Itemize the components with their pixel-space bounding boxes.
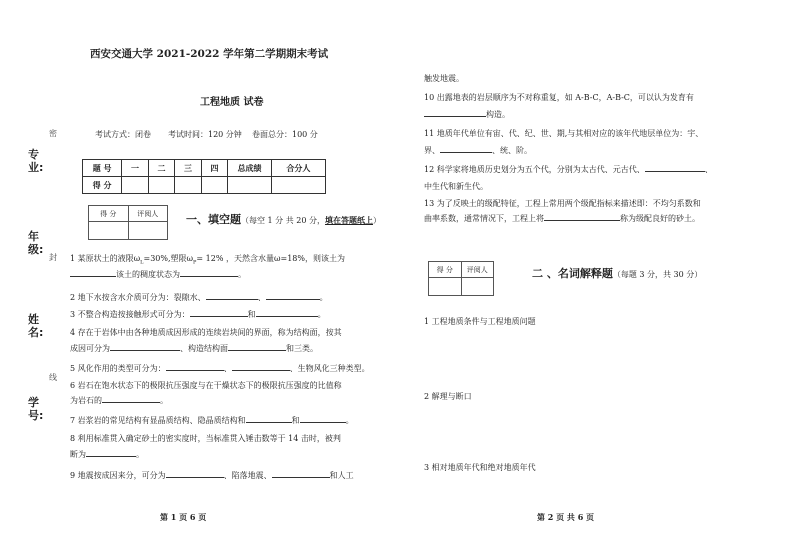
score-table-header-cell: 总成绩 (228, 160, 272, 177)
school-title: 西安交通大学 2021-2022 学年第二学期期末考试 (90, 48, 329, 60)
answer-blank (256, 308, 318, 317)
answer-blank (544, 212, 620, 221)
answer-blank (166, 362, 224, 371)
term-question-2: 2 解理与断口 (424, 392, 472, 401)
answer-blank (300, 414, 346, 423)
score-cell (122, 177, 149, 194)
grader-score-label: 得 分 (89, 206, 129, 222)
question-4-line-1: 4 存在于岩体中由各种地质成因形成的连续岩块间的界面，称为结构面，按其 (70, 328, 342, 337)
page-footer-left: 第 1 页 6 页 (160, 512, 207, 522)
question-5: 5 风化作用的类型可分为： 、 、生物风化三种类型。 (70, 364, 370, 373)
question-13-line-1: 13 为了反映土的级配特征，工程上常用两个级配指标来描述即：不均匀系数和 (424, 199, 701, 208)
grader-box (428, 261, 494, 296)
grade-label: 年级: (28, 230, 44, 256)
answer-blank (246, 414, 292, 423)
question-8-line-2: 断为 。 (70, 450, 144, 459)
answer-blank (272, 469, 330, 478)
answer-blank (180, 268, 238, 277)
answer-blank (424, 108, 486, 117)
question-1-line-2: 该土的稠度状态为 。 (70, 268, 246, 280)
answer-blank (645, 163, 705, 172)
question-12-line-2: 中生代和新生代。 (424, 182, 488, 191)
answer-blank (232, 362, 290, 371)
full-score: 卷面总分：100 分 (252, 130, 318, 139)
question-7: 7 岩浆岩的常见结构有显晶质结构、隐晶质结构和 和 。 (70, 416, 354, 425)
question-2: 2 地下水按含水介质可分为：裂隙水、 、 。 (70, 293, 328, 302)
seal-char-feng: 封 (49, 253, 57, 262)
question-11-line-1: 11 地质年代单位有宙、代、纪、世、期,与其相对应的该年代地层单位为：宇、 (424, 129, 704, 138)
exam-title: 工程地质 试卷 (200, 97, 264, 108)
score-cell (175, 177, 202, 194)
section2-note: （每题 3 分，共 30 分） (612, 270, 703, 279)
score-table-header-cell: 合分人 (271, 160, 325, 177)
score-cell (148, 177, 175, 194)
score-table-header-cell: 二 (148, 160, 175, 177)
question-6-line-1: 6 岩石在饱水状态下的极限抗压强度与在干燥状态下的极限抗压强度的比值称 (70, 381, 342, 390)
answer-blank (206, 291, 258, 300)
grader-box (88, 205, 168, 240)
section1-note: （每空 1 分 共 20 分，填在答题纸上） (241, 215, 381, 225)
score-table-header-cell: 一 (122, 160, 149, 177)
question-9: 9 地震按成因来分，可分为 、陷落地震、 和人工 (70, 471, 354, 480)
section1-title: 一、填空题 (186, 213, 241, 226)
section2-title: 二 、名词解释题 (532, 267, 613, 280)
student-id-label: 学号: (28, 396, 44, 422)
major-label: 专业: (28, 148, 44, 174)
exam-time: 考试时间：120 分钟 (168, 130, 242, 139)
answer-blank (440, 144, 492, 153)
answer-blank (166, 469, 224, 478)
question-1-line-1: 1 某原状土的液限$\omega_L=30\%$,塑限$\omega_P= 12\%$ ，天然含水量ω=18%，则该土为 (70, 254, 345, 266)
term-question-3: 3 相对地质年代和绝对地质年代 (424, 463, 536, 472)
exam-mode: 考试方式：闭卷 (95, 130, 151, 139)
question-10-line-2: 构造。 (424, 108, 510, 120)
score-table-header-cell: 三 (175, 160, 202, 177)
question-6-line-2: 为岩石的 。 (70, 396, 168, 405)
answer-blank (86, 448, 136, 457)
score-cell (201, 177, 228, 194)
grader-cell (89, 222, 129, 240)
section2-heading (532, 262, 702, 281)
grader-reviewer-label: 评阅人 (128, 206, 168, 222)
answer-blank (266, 291, 320, 300)
score-table (82, 159, 326, 194)
score-cell (271, 177, 325, 194)
term-question-1: 1 工程地质条件与工程地质问题 (424, 317, 536, 326)
question-9-continued: 触发地震。 (424, 74, 464, 83)
answer-blank (102, 394, 160, 403)
question-10-line-1: 10 出露地表的岩层顺序为不对称重复，如 A-B-C，A-B-C，可以认为发育有 (424, 93, 694, 102)
score-table-row-label: 得 分 (83, 177, 122, 194)
seal-char-xian: 线 (49, 373, 57, 382)
seal-char-mi: 密 (49, 129, 57, 138)
question-3: 3 不整合构造按接触形式可分为： 和 。 (70, 310, 326, 319)
answer-blank (228, 342, 286, 351)
question-11-line-2: 界、 、统、阶。 (424, 146, 532, 155)
answer-blank (110, 342, 180, 351)
question-13-line-2: 曲率系数，通常情况下，工程上将 称为级配良好的砂土。 (424, 214, 700, 223)
question-12-line-1: 12 科学家将地质历史划分为五个代，分别为太古代、元古代、 、 (424, 165, 713, 174)
grader-score-label: 得 分 (429, 262, 462, 278)
name-label: 姓名: (28, 313, 44, 339)
answer-blank (190, 308, 248, 317)
score-table-header-cell: 四 (201, 160, 228, 177)
answer-blank (70, 268, 116, 277)
section1-heading (186, 208, 381, 227)
score-table-header-cell: 题 号 (83, 160, 122, 177)
page-footer-right: 第 2 页 共 6 页 (537, 512, 595, 522)
score-cell (228, 177, 272, 194)
question-4-line-2: 成因可分为 、构造结构面 和三类。 (70, 344, 318, 353)
grader-cell (461, 278, 494, 296)
grader-cell (128, 222, 168, 240)
grader-cell (429, 278, 462, 296)
question-8-line-1: 8 利用标准贯入确定砂土的密实度时，当标准贯入锤击数等于 14 击时，被判 (70, 434, 341, 443)
grader-reviewer-label: 评阅人 (461, 262, 494, 278)
